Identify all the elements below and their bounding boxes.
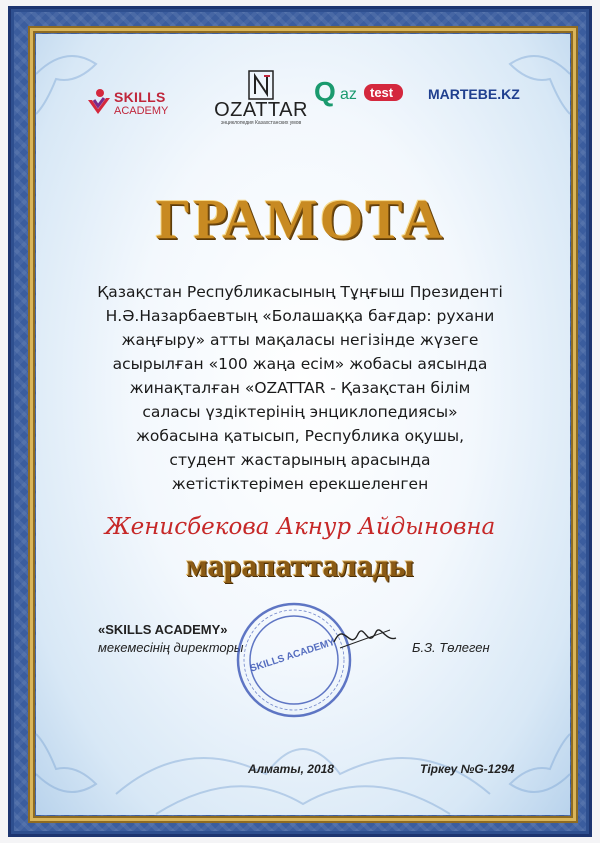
ozattar-logo bbox=[206, 70, 316, 130]
stamp-text: SKILLS ACADEMY bbox=[248, 636, 337, 675]
body-line: Қазақстан Республикасының Тұңғыш Президенті bbox=[97, 283, 503, 301]
body-line: жаңғыру» атты мақаласы негізінде жүзеге bbox=[121, 331, 479, 349]
body-line: Н.Ә.Назарбаевтың «Болашаққа бағдар: рухани bbox=[105, 307, 495, 325]
signer-organization: «SKILLS ACADEMY» bbox=[98, 622, 228, 637]
ozattar-mark-icon bbox=[248, 70, 274, 100]
body-line: студент жастарының арасында bbox=[169, 451, 431, 469]
qaztest-test: test bbox=[364, 84, 403, 101]
handwritten-signature bbox=[330, 612, 400, 662]
skills-logo-name: SKILLS bbox=[114, 89, 166, 105]
certificate-body bbox=[66, 280, 534, 496]
registration-number: Тіркеу №G-1294 bbox=[420, 762, 515, 776]
body-line: жобасына қатысып, Республика оқушы, bbox=[135, 427, 465, 445]
skills-academy-logo bbox=[86, 88, 196, 122]
skills-logo-sub: ACADEMY bbox=[114, 105, 169, 117]
body-line: асырылған «100 жаңа есім» жобасы аясында bbox=[112, 355, 488, 373]
issue-place-date: Алматы, 2018 bbox=[248, 762, 334, 776]
qaztest-q: Q bbox=[314, 76, 336, 107]
qaztest-az: az bbox=[340, 86, 357, 103]
martebe-logo: MARTEBE.KZ bbox=[428, 86, 520, 102]
ozattar-logo-name: OZATTAR bbox=[214, 99, 308, 121]
recipient-name: Женисбекова Акнур Айдыновна bbox=[104, 514, 496, 540]
signer-name: Б.З. Төлеген bbox=[412, 640, 490, 655]
body-line: саласы үздіктерінің энциклопедиясы» bbox=[142, 403, 458, 421]
partner-logos bbox=[86, 58, 526, 126]
signer-role: мекемесінің директоры bbox=[98, 640, 244, 655]
skills-figure-icon bbox=[86, 88, 112, 118]
certificate-title: ГРАМОТА bbox=[155, 189, 445, 251]
ozattar-logo-sub: энциклопедия Казахстанских умов bbox=[220, 120, 302, 126]
award-word: марапатталады bbox=[186, 547, 414, 583]
body-line: жетістіктерімен ерекшеленген bbox=[171, 475, 429, 493]
body-line: жинақталған «OZATTAR - Қазақстан білім bbox=[129, 379, 471, 397]
